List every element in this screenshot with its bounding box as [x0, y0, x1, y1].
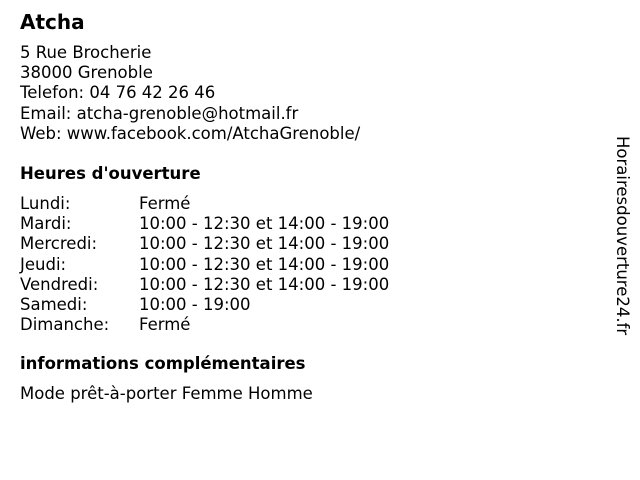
- address-line-street: 5 Rue Brocherie: [20, 43, 152, 62]
- day-label: Dimanche:: [20, 315, 110, 335]
- day-hours: 10:00 - 19:00: [139, 295, 251, 315]
- opening-hours-heading: Heures d'ouverture: [20, 164, 201, 183]
- hours-row-mercredi: [20, 234, 389, 254]
- additional-info-heading: informations complémentaires: [20, 354, 306, 373]
- hours-row-lundi: [20, 194, 389, 214]
- day-label: Jeudi:: [20, 254, 67, 274]
- email-line: Email: atcha-grenoble@hotmail.fr: [20, 103, 299, 123]
- hours-row-dimanche: [20, 315, 389, 335]
- hours-row-samedi: [20, 295, 389, 315]
- day-label: Lundi:: [20, 194, 71, 213]
- opening-hours-table: [20, 194, 389, 335]
- hours-row-mardi: [20, 214, 389, 234]
- site-watermark-label: Horairesdouverture24.fr: [613, 136, 632, 336]
- day-hours: 10:00 - 12:30 et 14:00 - 19:00: [139, 254, 390, 274]
- address-line-city: 38000 Grenoble: [20, 63, 153, 83]
- business-name: Atcha: [20, 10, 85, 34]
- day-label: Mardi:: [20, 214, 72, 234]
- contact-block: [20, 43, 360, 144]
- additional-info-text: Mode prêt-à-porter Femme Homme: [20, 384, 313, 403]
- day-label: Mercredi:: [20, 234, 98, 254]
- hours-row-vendredi: [20, 275, 389, 295]
- hours-row-jeudi: [20, 255, 389, 275]
- day-hours: Fermé: [139, 315, 191, 335]
- web-line: Web: www.facebook.com/AtchaGrenoble/: [20, 123, 361, 143]
- phone-line: Telefon: 04 76 42 26 46: [20, 83, 216, 103]
- day-hours: 10:00 - 12:30 et 14:00 - 19:00: [139, 234, 390, 254]
- day-hours: 10:00 - 12:30 et 14:00 - 19:00: [139, 274, 390, 294]
- day-hours: 10:00 - 12:30 et 14:00 - 19:00: [139, 214, 390, 234]
- day-label: Vendredi:: [20, 274, 99, 294]
- day-label: Samedi:: [20, 295, 88, 315]
- day-hours: Fermé: [139, 194, 191, 213]
